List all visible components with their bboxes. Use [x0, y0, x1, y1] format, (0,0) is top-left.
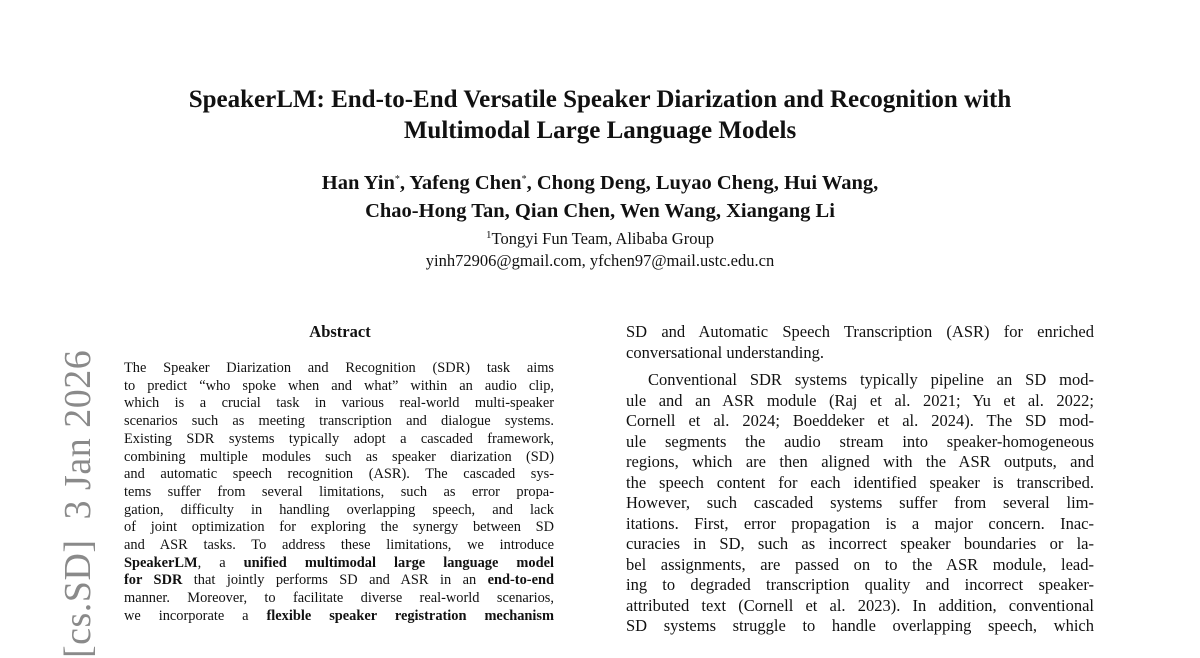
- abstract-heading: Abstract: [309, 322, 371, 341]
- body-text-line: curacies in SD, such as incorrect speaker boundaries or la-: [626, 534, 1094, 553]
- affiliation-block: [200, 228, 1000, 272]
- equal-contribution-mark: *: [394, 174, 400, 185]
- abstract-line: [124, 537, 554, 555]
- author-line: Han Yin*, Yafeng Chen*, Chong Deng, Luyao Cheng, Hui Wang,: [321, 172, 879, 194]
- abstract-text: Existing SDR systems typically adopt a cascaded framework,: [124, 430, 554, 447]
- abstract-line: [124, 395, 554, 413]
- abstract-text: scenarios such as meeting transcription and dialogue systems.: [124, 413, 554, 430]
- body-text-line: ule segments the audio stream into speaker-homogeneous: [626, 431, 1094, 451]
- author-name: Chao-Hong Tan: [365, 200, 505, 222]
- author-name: Yafeng Chen: [409, 172, 522, 194]
- author-name: Xiangang Li: [726, 200, 835, 222]
- author-name: Chong Deng: [536, 172, 646, 194]
- body-text-line: bel assignments, are passed on to the ASR module, lead-: [626, 554, 1094, 574]
- abstract-text: and ASR tasks. To address these limitations, we introduce: [124, 537, 554, 554]
- body-text-line: However, such cascaded systems suffer from several lim-: [626, 493, 1094, 512]
- affiliation: [200, 228, 1000, 250]
- intro-paragraph-2: [626, 370, 1094, 637]
- abstract-text: which is a crucial task in various real-world multi-speaker: [124, 395, 554, 412]
- abstract-text: that jointly performs SD and ASR in an: [182, 572, 488, 589]
- affiliation-mark: 1: [486, 229, 492, 241]
- author-name: Qian Chen: [514, 200, 611, 222]
- abstract-line: [124, 502, 554, 520]
- abstract-text: we incorporate a: [124, 607, 267, 624]
- abstract-line: [124, 378, 554, 396]
- abstract-text: , a: [197, 554, 244, 571]
- abstract-text: to predict “who spoke when and what” within an audio clip,: [124, 377, 554, 394]
- body-text-line: SD and Automatic Speech Transcription (ASR) for enriched: [626, 322, 1094, 341]
- abstract-bold-text: unified multimodal large language model: [243, 554, 554, 571]
- arxiv-stamp: [cs.SD] 3 Jan 2026: [57, 349, 99, 658]
- abstract-line: [124, 484, 554, 502]
- abstract-line: [124, 519, 554, 537]
- body-text-line: Conventional SDR systems typically pipeline an SD mod-: [648, 370, 1094, 389]
- affiliation-text: Tongyi Fun Team, Alibaba Group: [491, 229, 714, 248]
- author-name: Luyao Cheng: [655, 172, 774, 194]
- abstract-line: [124, 360, 554, 378]
- abstract-text: and automatic speech recognition (ASR). The cascaded sys-: [124, 466, 554, 483]
- intro-paragraph-1: [626, 322, 1094, 363]
- title-line-2: Multimodal Large Language Models: [403, 117, 797, 144]
- body-text-line: ule and an ASR module (Raj et al. 2021; Yu et al. 2022;: [626, 390, 1094, 410]
- abstract-text: of joint optimization for exploring the synergy between SD: [124, 519, 554, 536]
- abstract-line: [124, 608, 554, 626]
- abstract-line: [124, 413, 554, 431]
- author-emails: yinh72906@gmail.com, yfchen97@mail.ustc.edu.cn: [425, 251, 775, 270]
- abstract-line: [124, 590, 554, 608]
- abstract-line: [124, 572, 554, 590]
- title-line-1: SpeakerLM: End-to-End Versatile Speaker Diarization and Recognition with: [188, 86, 1012, 113]
- abstract-bold-text: flexible speaker registration mechanism: [266, 607, 554, 624]
- abstract-body: [124, 360, 554, 626]
- abstract-text: combining multiple modules such as speaker diarization (SD): [124, 448, 554, 465]
- author-name: Wen Wang: [619, 200, 716, 222]
- body-text-line: itations. First, error propagation is a major concern. Inac-: [626, 513, 1094, 533]
- abstract-line: [124, 449, 554, 467]
- abstract-bold-text: for SDR: [124, 572, 183, 589]
- author-line: Chao-Hong Tan, Qian Chen, Wen Wang, Xiangang Li: [365, 200, 835, 222]
- abstract-bold-text: SpeakerLM: [124, 554, 198, 571]
- abstract-line: [124, 555, 554, 573]
- abstract-text: manner. Moreover, to facilitate diverse real-world scenarios,: [124, 590, 554, 607]
- body-text-line: the speech content for each identified speaker is transcribed.: [626, 472, 1094, 492]
- author-name: Hui Wang: [784, 172, 874, 194]
- abstract-text: gation, difficulty in handling overlapping speech, and lack: [124, 501, 554, 518]
- abstract-text: The Speaker Diarization and Recognition (SDR) task aims: [124, 360, 554, 376]
- right-column-text: [626, 322, 1094, 637]
- body-text-line: attributed text (Cornell et al. 2023). In addition, conventional: [626, 595, 1094, 615]
- body-text-line: regions, which are then aligned with the ASR outputs, and: [626, 452, 1094, 471]
- body-text-line: SD systems struggle to handle overlapping speech, which: [626, 616, 1094, 635]
- body-text-line: Cornell et al. 2024; Boeddeker et al. 2024). The SD mod-: [626, 411, 1094, 430]
- abstract-text: tems suffer from several limitations, such as error propa-: [124, 483, 554, 500]
- abstract-line: [124, 431, 554, 449]
- author-name: Han Yin: [321, 172, 395, 194]
- abstract-line: [124, 466, 554, 484]
- paper-title: [120, 84, 1080, 146]
- author-list: [200, 169, 1000, 225]
- body-text-line: conversational understanding.: [626, 342, 824, 362]
- body-text-line: ing to degraded transcription quality and incorrect speaker-: [626, 575, 1094, 594]
- abstract-bold-text: end-to-end: [487, 572, 554, 589]
- equal-contribution-mark: *: [521, 174, 527, 185]
